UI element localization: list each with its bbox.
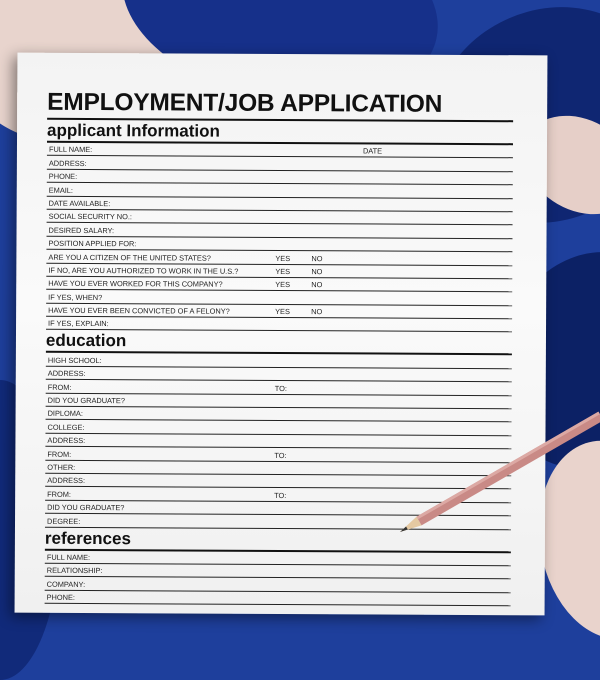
form-field-line[interactable] <box>45 514 511 530</box>
field-label: HAVE YOU EVER WORKED FOR THIS COMPANY? <box>48 279 223 289</box>
field-label: HAVE YOU EVER BEEN CONVICTED OF A FELONY? <box>48 305 230 316</box>
to-label: TO: <box>274 490 287 500</box>
field-label: ADDRESS: <box>47 369 86 379</box>
no-option[interactable]: NO <box>311 280 323 290</box>
form-sections <box>45 121 514 607</box>
field-label: DID YOU GRADUATE? <box>47 502 125 513</box>
no-option[interactable]: NO <box>311 307 323 317</box>
field-label: PHONE: <box>48 171 78 182</box>
to-label: TO: <box>274 450 287 460</box>
section-heading: applicant Information <box>47 120 220 141</box>
field-label: PHONE: <box>46 592 75 603</box>
field-label: DATE AVAILABLE: <box>48 198 111 209</box>
field-label: ADDRESS: <box>48 158 87 168</box>
field-label: OTHER: <box>47 462 76 472</box>
section-heading: references <box>44 528 131 548</box>
field-label: FULL NAME: <box>46 552 91 562</box>
form-section <box>45 528 511 606</box>
field-label: POSITION APPLIED FOR: <box>48 238 137 249</box>
field-label: COMPANY: <box>46 579 86 589</box>
yes-option[interactable]: YES <box>275 307 290 317</box>
field-label: FULL NAME: <box>48 145 93 155</box>
field-label: DID YOU GRADUATE? <box>47 395 126 406</box>
application-paper <box>15 53 548 616</box>
field-label: COLLEGE: <box>47 422 85 432</box>
field-label: RELATIONSHIP: <box>46 566 103 576</box>
yes-option[interactable]: YES <box>275 253 291 263</box>
no-option[interactable]: NO <box>311 267 323 277</box>
yes-option[interactable]: YES <box>275 280 291 290</box>
field-label: ARE YOU A CITIZEN OF THE UNITED STATES? <box>48 252 211 263</box>
form-section <box>46 121 513 333</box>
field-label: ADDRESS: <box>47 435 86 446</box>
field-label: FROM: <box>47 489 71 499</box>
form-section <box>45 331 512 530</box>
no-option[interactable]: NO <box>311 253 323 263</box>
field-label: EMAIL: <box>48 185 74 195</box>
field-label: DIPLOMA: <box>47 409 83 419</box>
field-label: FROM: <box>47 382 72 392</box>
field-label: IF NO, ARE YOU AUTHORIZED TO WORK IN THE U.S.? <box>48 265 239 276</box>
section-heading: education <box>45 331 127 351</box>
field-label: IF YES, EXPLAIN: <box>48 319 109 329</box>
to-label: TO: <box>274 383 287 393</box>
field-label: SOCIAL SECURITY NO.: <box>48 212 133 222</box>
date-label: DATE <box>362 146 383 156</box>
form-field-line[interactable] <box>45 590 511 606</box>
field-label: ADDRESS: <box>47 476 86 486</box>
field-label: IF YES, WHEN? <box>48 292 103 302</box>
form-title: EMPLOYMENT/JOB APPLICATION <box>47 88 443 118</box>
field-label: FROM: <box>47 449 72 459</box>
form-content <box>45 89 514 607</box>
yes-option[interactable]: YES <box>275 266 291 276</box>
field-label: HIGH SCHOOL: <box>47 355 102 365</box>
field-label: DEGREE: <box>46 516 81 526</box>
form-field-line[interactable] <box>46 317 512 333</box>
field-label: DESIRED SALARY: <box>48 225 115 235</box>
